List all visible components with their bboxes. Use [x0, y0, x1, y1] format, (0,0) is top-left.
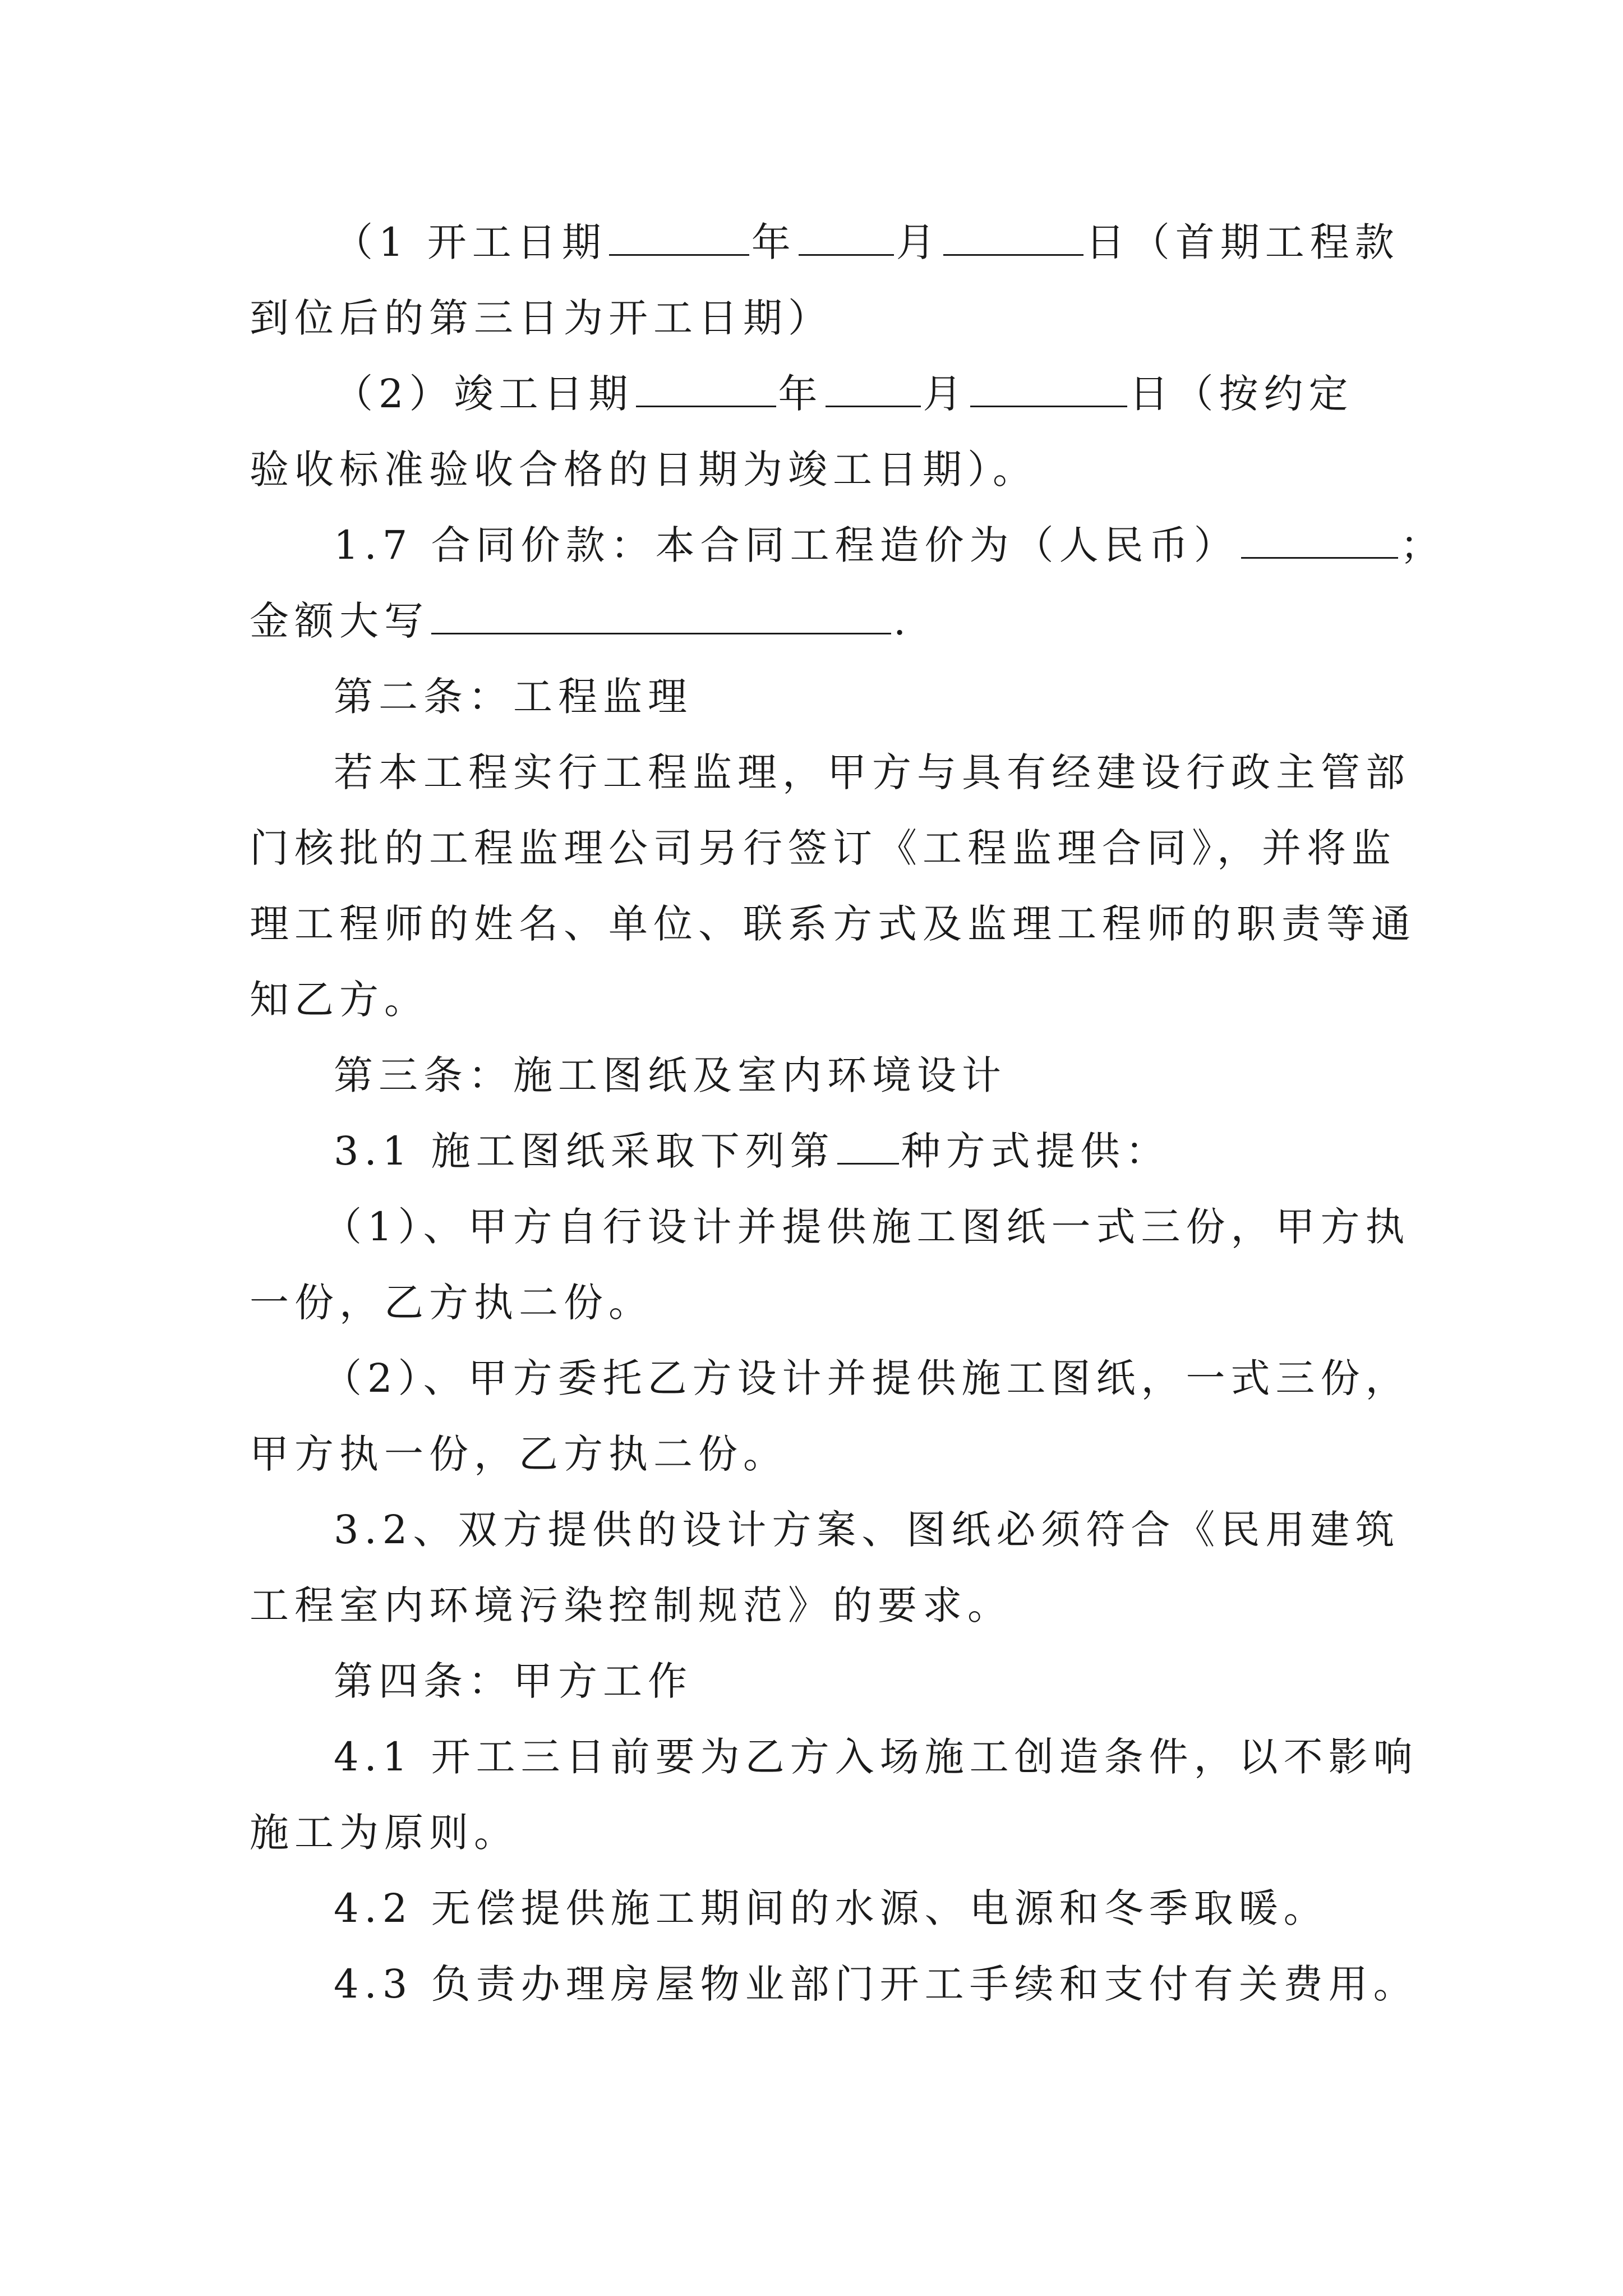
completion-year-blank [636, 371, 776, 407]
completion-day-blank [970, 371, 1127, 407]
party-a-work-1-line-1: 4.1 开工三日前要为乙方入场施工创造条件，以不影响 [334, 1734, 1418, 1780]
drawings-method-line [250, 1114, 1377, 1189]
option-1-line-2: 一份，乙方执二份。 [250, 1280, 653, 1326]
contract-price-line [250, 508, 1445, 583]
amount-words-blank [431, 598, 891, 634]
party-a-work-2: 4.2 无偿提供施工期间的水源、电源和冬季取暖。 [334, 1885, 1329, 1931]
contract-body [250, 205, 1445, 2022]
design-standard-line-2: 工程室内环境污染控制规范》的要求。 [250, 1582, 1012, 1628]
section-heading-4: 第四条：甲方工作 [334, 1658, 693, 1704]
month-label: 月 [923, 371, 968, 417]
start-date-line [250, 205, 1400, 280]
drawings-method-label: 3.1 施工图纸采取下列第 [334, 1128, 835, 1174]
completion-date-line [250, 356, 1377, 432]
start-date-line-cont [250, 280, 1377, 356]
start-date-note-cont: 到位后的第三日为开工日期） [250, 295, 833, 341]
supervision-para-line-3: 理工程师的姓名、单位、联系方式及监理工程师的职责等通 [250, 901, 1416, 947]
start-day-blank [943, 219, 1083, 256]
party-a-work-1-line-2: 施工为原则。 [250, 1810, 519, 1856]
party-a-work-3: 4.3 负责办理房屋物业部门开工手续和支付有关费用。 [334, 1961, 1418, 2007]
start-date-note: 日（首期工程款 [1085, 219, 1400, 265]
contract-price-label: 1.7 合同价款：本合同工程造价为（人民币） [334, 522, 1239, 568]
period: . [893, 598, 912, 644]
design-standard-line-1: 3.2、双方提供的设计方案、图纸必须符合《民用建筑 [334, 1507, 1400, 1553]
amount-words-line [250, 583, 1377, 659]
amount-words-label: 金额大写 [250, 598, 429, 644]
drawings-method-blank [837, 1128, 899, 1165]
supervision-para-line-1: 若本工程实行工程监理，甲方与具有经建设行政主管部 [334, 749, 1410, 795]
supervision-para-line-4: 知乙方。 [250, 977, 429, 1023]
start-month-blank [799, 219, 894, 256]
contract-price-blank [1241, 522, 1398, 559]
year-label: 年 [751, 219, 796, 265]
completion-date-line-cont [250, 432, 1377, 508]
completion-date-label: （2）竣工日期 [334, 371, 634, 417]
drawings-method-suffix: 种方式提供： [901, 1128, 1170, 1174]
start-year-blank [609, 219, 749, 256]
section-heading-2: 第二条：工程监理 [334, 674, 693, 720]
option-2-line-2: 甲方执一份，乙方执二份。 [250, 1431, 788, 1477]
year-label: 年 [778, 371, 823, 417]
option-1-line-1: （1）、甲方自行设计并提供施工图纸一式三份，甲方执 [322, 1204, 1410, 1250]
start-date-label: （1 开工日期 [334, 219, 607, 265]
semicolon: ； [1400, 522, 1445, 568]
supervision-para-line-2: 门核批的工程监理公司另行签订《工程监理合同》，并将监 [250, 825, 1396, 871]
option-2-line-1: （2）、甲方委托乙方设计并提供施工图纸，一式三份， [322, 1355, 1410, 1401]
month-label: 月 [896, 219, 941, 265]
completion-month-blank [826, 371, 921, 407]
completion-date-note: 日（按约定 [1129, 371, 1354, 417]
section-heading-3: 第三条：施工图纸及室内环境设计 [334, 1052, 1007, 1098]
completion-date-note-cont: 验收标准验收合格的日期为竣工日期）。 [250, 447, 1038, 493]
